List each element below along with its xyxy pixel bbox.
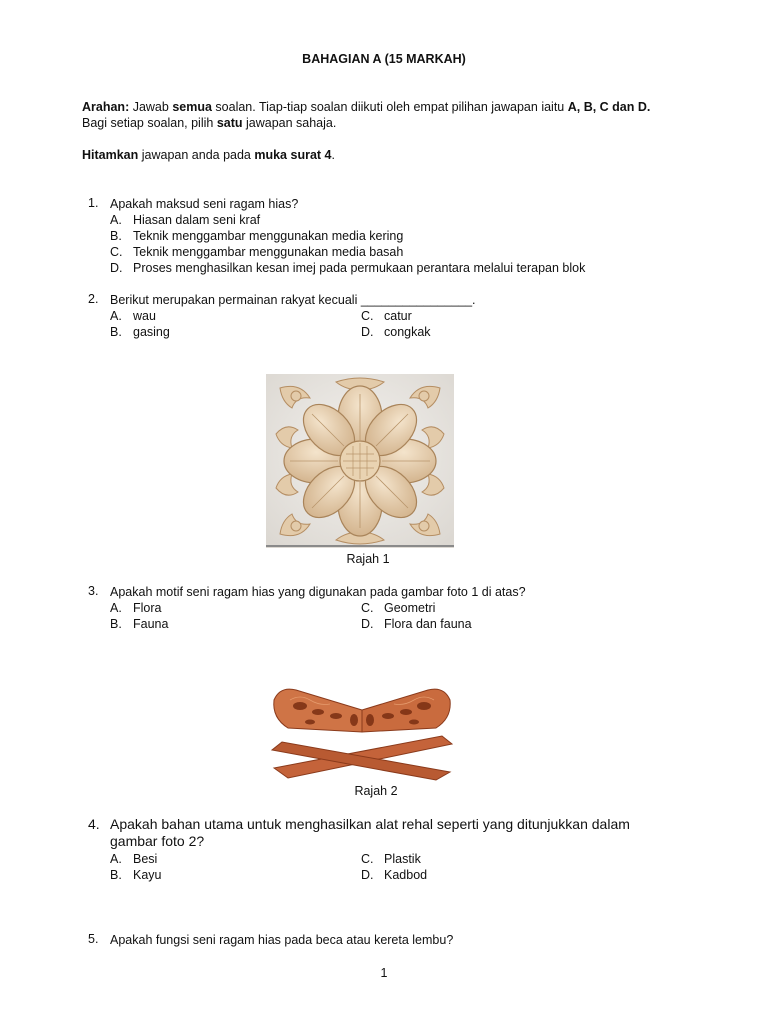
option-d: D. Kadbod — [361, 868, 428, 882]
option-d: D. Flora dan fauna — [361, 617, 472, 631]
option-c: C. Teknik menggambar menggunakan media basah — [110, 245, 404, 259]
figure-2-rehal-image — [266, 670, 458, 782]
question-number: 2. — [88, 292, 99, 306]
option-b: B. Fauna — [110, 617, 169, 631]
question-number: 4. — [88, 816, 100, 832]
option-a: A. Flora — [110, 601, 162, 615]
option-d: D. Proses menghasilkan kesan imej pada permukaan perantara melalui terapan blok — [110, 261, 586, 275]
instruction-line-3: Hitamkan jawapan anda pada muka surat 4. — [82, 148, 335, 162]
option-c: C. catur — [361, 309, 412, 323]
figure-1-carving-image — [266, 374, 454, 548]
option-b: B. gasing — [110, 325, 170, 339]
figure-2-caption: Rajah 2 — [354, 784, 398, 798]
instruction-line-2: Bagi setiap soalan, pilih satu jawapan sahaja. — [82, 116, 337, 130]
option-b: B. Teknik menggambar menggunakan media kering — [110, 229, 404, 243]
question-text-line-2: gambar foto 2? — [110, 833, 205, 849]
question-text: Apakah fungsi seni ragam hias pada beca atau kereta lembu? — [110, 933, 454, 947]
question-text: Apakah motif seni ragam hias yang digunakan pada gambar foto 1 di atas? — [110, 585, 526, 599]
question-text: Apakah maksud seni ragam hias? — [110, 197, 299, 211]
option-c: C. Geometri — [361, 601, 436, 615]
option-c: C. Plastik — [361, 852, 421, 866]
figure-1-caption: Rajah 1 — [346, 552, 390, 566]
question-text-line-1: Apakah bahan utama untuk menghasilkan alat rehal seperti yang ditunjukkan dalam — [110, 816, 630, 832]
question-number: 3. — [88, 584, 99, 598]
question-text: Berikut merupakan permainan rakyat kecuali ________________. — [110, 293, 476, 307]
option-b: B. Kayu — [110, 868, 162, 882]
question-number: 5. — [88, 932, 99, 946]
page-number: 1 — [380, 966, 388, 980]
option-a: A. Hiasan dalam seni kraf — [110, 213, 261, 227]
section-title: BAHAGIAN A (15 MARKAH) — [302, 52, 466, 66]
option-d: D. congkak — [361, 325, 431, 339]
option-a: A. wau — [110, 309, 156, 323]
instruction-line-1: Arahan: Jawab semua soalan. Tiap-tiap soalan diikuti oleh empat pilihan jawapan iaitu A, B, C dan D. — [82, 100, 651, 114]
question-number: 1. — [88, 196, 99, 210]
option-a: A. Besi — [110, 852, 158, 866]
